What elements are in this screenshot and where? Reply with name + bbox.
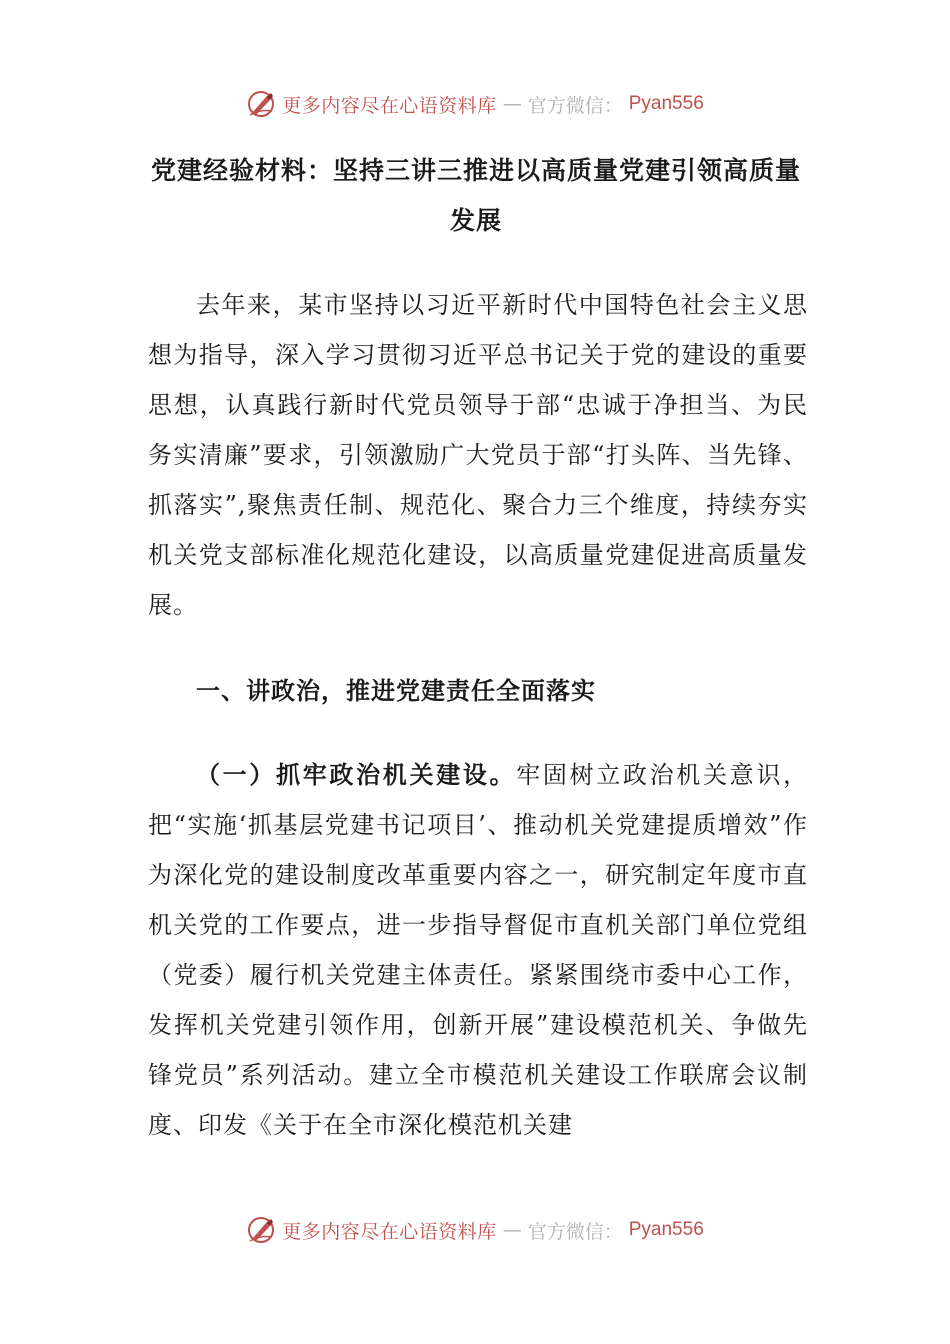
document-title: 党建经验材料：坚持三讲三推进以高质量党建引领高质量发展 <box>150 156 801 235</box>
section-heading: 一、讲政治，推进党建责任全面落实 <box>196 677 596 705</box>
paragraph-lead: （一）抓牢政治机关建设。 <box>196 761 517 789</box>
watermark-contact-label: 官方微信： <box>527 1220 623 1243</box>
watermark-text: 更多内容尽在心语资料库 <box>282 94 497 117</box>
section-paragraph <box>148 750 808 1150</box>
watermark-text: 更多内容尽在心语资料库 <box>282 1220 497 1243</box>
fountain-pen-logo-icon <box>246 89 276 119</box>
paragraph-body: 牢固树立政治机关意识，把“实施‘抓基层党建书记项目’、推动机关党建提质增效”作为深化党的建设制度改革重要内容之一，研究制定年度市直机关党的工作要点，进一步指导督促市直机关部门单位党组（党委）履行机关党建主体责任。紧紧围绕市委中心工作，发挥机关党建引领作用，创新开展”建设模范机关、争做先锋党员”系列活动。建立全市模范机关建设工作联席会议制度、印发《关于在全市深化模范机关建 <box>148 761 809 1139</box>
header-watermark <box>0 86 950 122</box>
fountain-pen-logo-icon <box>246 1215 276 1245</box>
watermark-wechat-id: Pyan556 <box>628 1219 704 1240</box>
intro-paragraph: 去年来，某市坚持以习近平新时代中国特色社会主义思想为指导，深入学习贯彻习近平总书记关于党的建设的重要思想，认真践行新时代党员领导于部“忠诚于净担当、为民务实清廉”要求，引领激励广大党员于部“打头阵、当先锋、抓落实”,聚焦责任制、规范化、聚合力三个维度，持续夯实机关党支部标准化规范化建设，以高质量党建促进高质量发展。 <box>148 291 808 619</box>
watermark-wechat-id: Pyan556 <box>628 93 704 114</box>
watermark-contact-label: 官方微信： <box>527 94 623 117</box>
footer-watermark <box>0 1212 950 1248</box>
watermark-dash: — <box>502 1219 522 1241</box>
watermark-dash: — <box>502 93 522 115</box>
